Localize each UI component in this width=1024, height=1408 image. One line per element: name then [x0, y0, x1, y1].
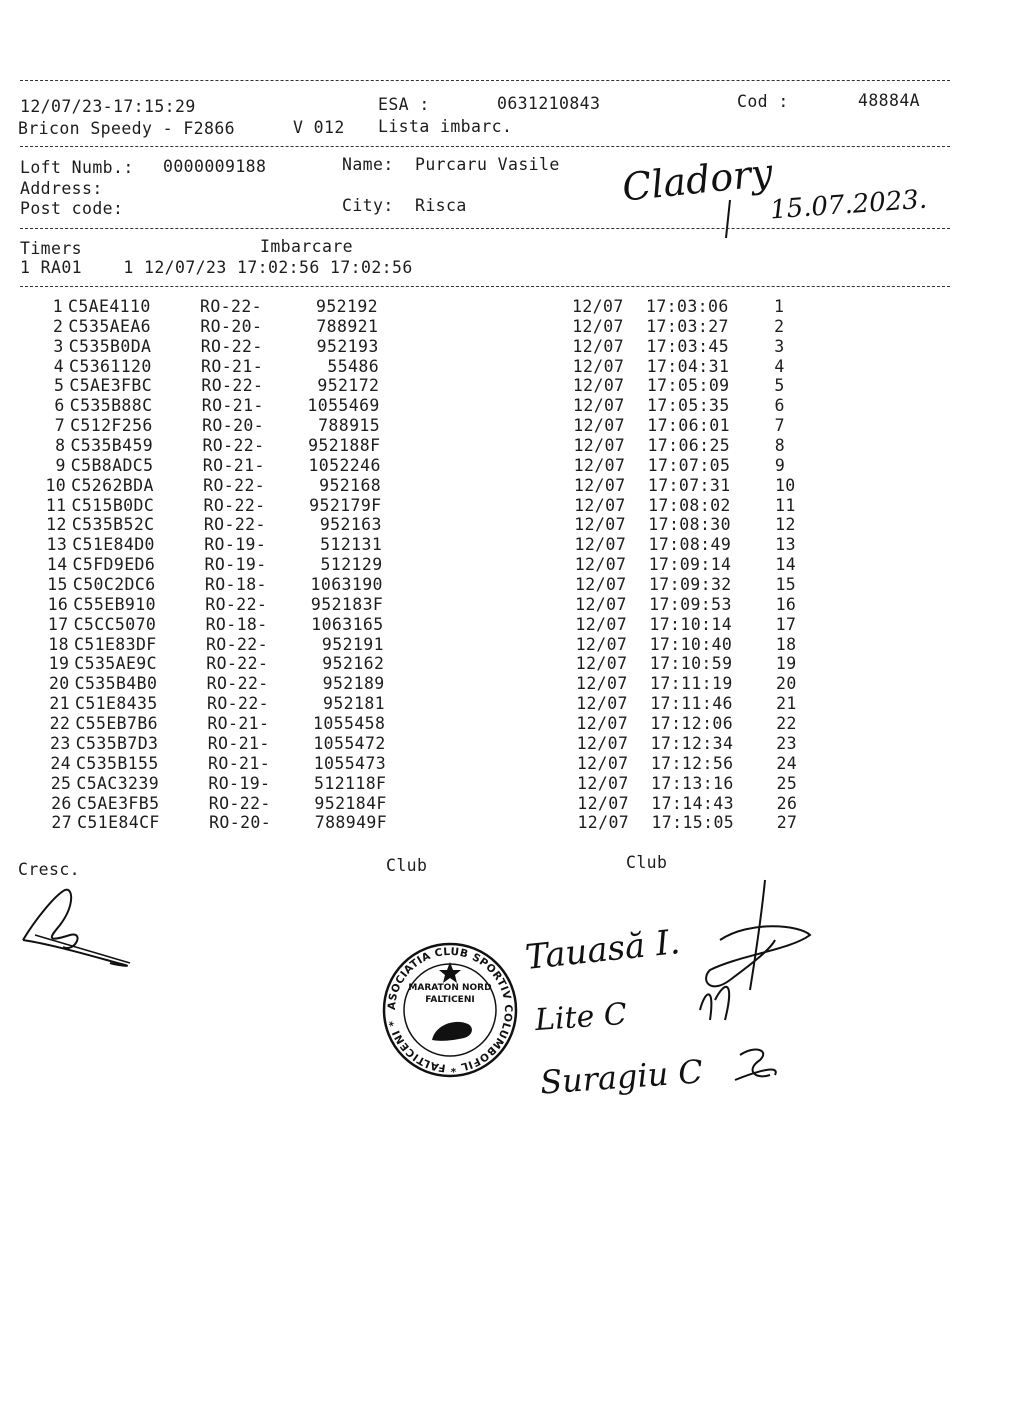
bird-ring-prefix: RO-22-: [206, 654, 269, 674]
bird-chip-id: C5AE4110: [68, 297, 151, 316]
stamp-line-1: MARATON NORD: [408, 983, 492, 993]
arrival-position: 24: [776, 753, 798, 773]
bird-chip-id: C535B4B0: [74, 674, 158, 694]
bird-chip-id: C51E84D0: [72, 535, 155, 555]
separator-line: [20, 286, 950, 287]
arrival-time: 17:10:14: [649, 614, 733, 634]
bird-number: 23: [50, 733, 71, 753]
bird-ring-prefix: RO-19-: [208, 773, 271, 793]
bird-number: 16: [47, 594, 69, 614]
bird-chip-id: C535B52C: [71, 515, 155, 535]
bird-number: 27: [51, 813, 73, 833]
cod-value: 48884A: [858, 91, 921, 110]
bird-ring-prefix: RO-22-: [203, 495, 266, 515]
bird-chip-id: C5FD9ED6: [72, 555, 156, 575]
bird-ring-prefix: RO-18-: [204, 575, 267, 595]
bird-row: [0, 515, 1024, 535]
address-label: Address:: [20, 179, 103, 198]
bird-number: 26: [51, 793, 72, 813]
bird-chip-id: C535B88C: [69, 396, 153, 416]
arrival-position: 11: [775, 495, 796, 515]
bird-ring-number: 55486: [327, 356, 380, 376]
bird-row: [0, 436, 1024, 456]
bird-chip-id: C51E83DF: [73, 634, 157, 654]
arrival-time: 17:10:59: [649, 654, 733, 674]
arrival-position: 6: [774, 396, 785, 416]
bird-row: [0, 734, 1024, 754]
arrival-position: 4: [774, 356, 785, 376]
loft-value: 0000009188: [163, 157, 267, 176]
bird-row: [0, 774, 1024, 794]
bird-number: 19: [48, 654, 70, 674]
bird-chip-id: C5361120: [69, 356, 152, 376]
stamp-outer-text: ASOCIATIA CLUB SPORTIV COLUMBOFIL * FALTICENI *: [385, 945, 515, 1075]
bird-number: 22: [49, 714, 71, 734]
arrival-time: 17:09:53: [649, 594, 732, 614]
device-name: Bricon Speedy - F2866: [18, 119, 236, 138]
bird-chip-id: C5AE3FB5: [76, 793, 160, 813]
arrival-time: 17:08:49: [648, 535, 732, 555]
bird-chip-id: C535AE9C: [74, 654, 157, 674]
bird-number: 14: [46, 555, 68, 575]
print-datetime: 12/07/23-17:15:29: [20, 97, 196, 116]
bird-ring-number: 952183F: [310, 594, 384, 614]
bird-number: 12: [46, 515, 67, 535]
arrival-time: 17:07:05: [647, 455, 731, 475]
handwritten-stroke: [720, 200, 740, 240]
bird-row: [0, 337, 1024, 357]
arrival-time: 17:03:27: [646, 316, 729, 336]
signature-3: Suragiu C: [538, 1052, 705, 1102]
bird-ring-prefix: RO-22-: [203, 475, 266, 495]
bird-ring-number: 788921: [316, 316, 379, 336]
bird-ring-number: 952189: [322, 674, 385, 694]
bird-row: [0, 297, 1024, 317]
arrival-date: 12/07: [575, 654, 628, 674]
bird-chip-id: C512F256: [70, 416, 153, 436]
arrival-date: 12/07: [575, 594, 627, 614]
bird-ring-prefix: RO-21-: [201, 356, 264, 376]
arrival-date: 12/07: [572, 297, 624, 316]
arrival-time: 17:10:40: [649, 634, 733, 654]
device-version: V 012: [293, 118, 345, 137]
arrival-date: 12/07: [572, 356, 625, 376]
bird-ring-prefix: RO-21-: [207, 733, 270, 753]
arrival-time: 17:07:31: [647, 475, 731, 495]
arrival-position: 15: [775, 575, 797, 595]
bird-row: [0, 476, 1024, 496]
arrival-date: 12/07: [574, 535, 627, 555]
arrival-date: 12/07: [573, 455, 626, 475]
bird-chip-id: C5262BDA: [71, 475, 154, 495]
arrival-date: 12/07: [575, 634, 628, 654]
arrival-date: 12/07: [576, 714, 629, 734]
arrival-position: 21: [776, 694, 797, 714]
stamp-line-2: FALTICENI: [425, 995, 475, 1005]
bird-number: 24: [50, 753, 72, 773]
bird-chip-id: C5AE3FBC: [69, 376, 153, 396]
arrival-position: 27: [776, 813, 798, 833]
bird-ring-number: 952184F: [314, 793, 387, 813]
bird-ring-prefix: RO-22-: [201, 376, 264, 396]
signature-1: Tauasă I.: [523, 921, 682, 979]
bird-number: 4: [53, 356, 65, 376]
name-value: Purcaru Vasile: [415, 155, 560, 174]
arrival-position: 25: [776, 773, 798, 793]
bird-chip-id: C535B459: [70, 436, 154, 456]
bird-number: 3: [53, 336, 64, 356]
arrival-position: 14: [775, 555, 797, 575]
cod-label: Cod :: [737, 92, 789, 111]
bird-ring-number: 512131: [320, 535, 383, 555]
arrival-position: 5: [774, 376, 785, 396]
bird-number: 15: [47, 575, 68, 595]
bird-ring-number: 1052246: [308, 455, 381, 475]
bird-row: [0, 615, 1024, 635]
esa-label: ESA :: [378, 95, 430, 114]
city-value: Risca: [415, 196, 467, 215]
separator-line: [20, 80, 950, 81]
bird-ring-number: 512118F: [314, 773, 387, 793]
arrival-position: 8: [774, 436, 786, 456]
bird-number: 1: [52, 297, 63, 316]
bird-row: [0, 714, 1024, 734]
arrival-position: 3: [774, 336, 785, 356]
bird-row: [0, 794, 1024, 814]
arrival-date: 12/07: [573, 475, 626, 495]
arrival-position: 13: [775, 535, 796, 555]
arrival-time: 17:04:31: [646, 356, 730, 376]
bird-ring-number: 1063190: [310, 575, 383, 595]
bird-ring-prefix: RO-19-: [204, 535, 267, 555]
bird-row: [0, 555, 1024, 575]
bird-chip-id: C5B8ADC5: [70, 455, 154, 475]
imbarcare-label: Imbarcare: [260, 237, 354, 256]
arrival-date: 12/07: [574, 575, 627, 595]
bird-row: [0, 416, 1024, 436]
bird-number: 11: [45, 495, 67, 515]
arrival-time: 17:12:34: [650, 733, 734, 753]
bird-ring-number: 952172: [317, 376, 380, 396]
bird-ring-prefix: RO-22-: [202, 436, 265, 456]
bird-row: [0, 674, 1024, 694]
bird-chip-id: C515B0DC: [71, 495, 155, 515]
arrival-date: 12/07: [576, 753, 629, 773]
arrival-time: 17:03:06: [646, 297, 729, 316]
arrival-position: 26: [776, 793, 798, 813]
bird-row: [0, 635, 1024, 655]
bird-ring-number: 952179F: [309, 495, 382, 515]
bird-row: [0, 694, 1024, 714]
bird-ring-number: 788949F: [314, 813, 388, 833]
arrival-position: 22: [776, 714, 797, 734]
bird-chip-id: C55EB910: [73, 594, 156, 614]
bird-number: 2: [53, 316, 64, 336]
arrival-position: 19: [775, 654, 797, 674]
arrival-time: 17:06:01: [647, 416, 730, 436]
club-label: Club: [386, 856, 428, 875]
arrival-date: 12/07: [573, 436, 626, 456]
arrival-date: 12/07: [575, 614, 628, 634]
bird-row: [0, 456, 1024, 476]
arrival-time: 17:09:32: [648, 575, 732, 595]
arrival-date: 12/07: [572, 376, 625, 396]
arrival-date: 12/07: [576, 733, 629, 753]
postcode-label: Post code:: [20, 199, 124, 218]
bird-number: 17: [47, 614, 69, 634]
arrival-date: 12/07: [577, 813, 630, 833]
bird-ring-number: 952168: [319, 475, 382, 495]
arrival-date: 12/07: [577, 793, 629, 813]
arrival-position: 23: [776, 733, 797, 753]
club-stamp: [380, 940, 520, 1080]
city-label: City:: [342, 196, 394, 215]
bird-number: 18: [48, 634, 69, 654]
bird-ring-number: 952188F: [308, 436, 381, 456]
arrival-time: 17:05:35: [647, 396, 730, 416]
bird-row: [0, 376, 1024, 396]
bird-number: 13: [46, 535, 68, 555]
signature-2: Lite C: [533, 996, 628, 1039]
bird-ring-prefix: RO-21-: [208, 753, 271, 773]
bird-row: [0, 754, 1024, 774]
bird-ring-number: 952181: [322, 694, 385, 714]
bird-ring-prefix: RO-18-: [205, 614, 268, 634]
bird-ring-prefix: RO-19-: [204, 555, 267, 575]
bird-ring-prefix: RO-22-: [203, 515, 266, 535]
bird-ring-prefix: RO-22-: [207, 694, 270, 714]
arrival-date: 12/07: [574, 515, 626, 535]
arrival-date: 12/07: [573, 396, 625, 416]
bird-chip-id: C50C2DC6: [72, 575, 156, 595]
bird-ring-prefix: RO-22-: [206, 674, 269, 694]
bird-number: 8: [55, 436, 66, 456]
arrival-position: 9: [774, 455, 786, 475]
arrival-position: 10: [774, 475, 796, 495]
bird-number: 6: [54, 396, 65, 416]
bird-ring-prefix: RO-22-: [200, 297, 263, 316]
bird-ring-number: 952192: [315, 297, 378, 316]
breeder-label: Cresc.: [18, 860, 81, 879]
arrival-time: 17:08:02: [648, 495, 731, 515]
arrival-time: 17:12:56: [650, 753, 734, 773]
bird-chip-id: C5AC3239: [76, 773, 160, 793]
bird-ring-number: 1055469: [307, 396, 380, 416]
arrival-time: 17:11:19: [649, 674, 733, 694]
arrival-date: 12/07: [574, 555, 627, 575]
bird-row: [0, 317, 1024, 337]
bird-ring-number: 1055472: [313, 733, 386, 753]
handwritten-date: 15.07.2023.: [769, 184, 928, 226]
handwritten-place: Cladory: [620, 150, 775, 210]
arrival-date: 12/07: [572, 316, 624, 336]
bird-row: [0, 396, 1024, 416]
bird-ring-prefix: RO-21-: [201, 396, 264, 416]
arrival-time: 17:08:30: [648, 515, 731, 535]
bird-ring-number: 1063165: [311, 614, 384, 634]
arrival-date: 12/07: [574, 495, 626, 515]
bird-ring-prefix: RO-22-: [205, 594, 268, 614]
arrival-time: 17:03:45: [646, 336, 730, 356]
bird-row: [0, 357, 1024, 377]
signature-scribbles: [680, 880, 820, 1110]
bird-number: 7: [54, 416, 66, 436]
bird-chip-id: C51E8435: [75, 694, 158, 714]
loft-label: Loft Numb.:: [20, 158, 134, 177]
bird-number: 5: [54, 376, 65, 396]
arrival-position: 1: [774, 297, 785, 316]
bird-row: [0, 654, 1024, 674]
timers-label: Timers: [20, 239, 83, 258]
arrival-time: 17:06:25: [647, 436, 731, 456]
bird-ring-prefix: RO-22-: [200, 336, 263, 356]
bird-row: [0, 496, 1024, 516]
bird-number: 21: [49, 694, 70, 714]
arrival-position: 16: [775, 594, 797, 614]
arrival-position: 18: [775, 634, 797, 654]
bird-chip-id: C535B155: [76, 753, 159, 773]
bird-row: [0, 595, 1024, 615]
arrival-position: 7: [774, 416, 785, 436]
arrival-date: 12/07: [575, 674, 628, 694]
arrival-time: 17:09:14: [648, 555, 732, 575]
bird-row: [0, 575, 1024, 595]
arrival-position: 20: [775, 674, 797, 694]
bird-ring-prefix: RO-22-: [205, 634, 268, 654]
bird-ring-prefix: RO-20-: [209, 813, 272, 833]
bird-number: 10: [45, 475, 67, 495]
name-label: Name:: [342, 155, 394, 174]
bird-chip-id: C5CC5070: [73, 614, 157, 634]
bird-number: 25: [50, 773, 72, 793]
bird-ring-prefix: RO-20-: [200, 316, 263, 336]
bird-ring-number: 512129: [320, 555, 383, 575]
arrival-position: 17: [775, 614, 797, 634]
bird-number: 20: [48, 674, 70, 694]
arrival-position: 12: [775, 515, 796, 535]
arrival-position: 2: [774, 316, 785, 336]
bird-row: [0, 813, 1024, 833]
separator-line: [20, 228, 950, 229]
bird-chip-id: C55EB7B6: [75, 714, 159, 734]
arrival-time: 17:14:43: [651, 793, 734, 813]
bird-ring-number: 952191: [321, 634, 384, 654]
timer-row: 1 RA01 1 12/07/23 17:02:56 17:02:56: [20, 258, 413, 277]
arrival-date: 12/07: [572, 336, 625, 356]
arrival-date: 12/07: [577, 773, 629, 793]
bird-ring-prefix: RO-21-: [207, 714, 270, 734]
arrival-date: 12/07: [576, 694, 628, 714]
club-label: Club: [626, 853, 668, 872]
bird-chip-id: C535B0DA: [68, 336, 152, 356]
bird-ring-prefix: RO-20-: [202, 416, 265, 436]
breeder-signature: [15, 885, 145, 975]
bird-ring-prefix: RO-21-: [202, 455, 265, 475]
bird-ring-number: 1055458: [313, 714, 386, 734]
bird-number: 9: [55, 455, 66, 475]
arrival-time: 17:13:16: [651, 773, 734, 793]
bird-ring-number: 952193: [316, 336, 379, 356]
bird-ring-number: 1055473: [313, 753, 387, 773]
arrival-time: 17:15:05: [651, 813, 735, 833]
arrival-time: 17:11:46: [650, 694, 733, 714]
arrival-date: 12/07: [573, 416, 625, 436]
bird-ring-number: 788915: [318, 416, 381, 436]
separator-line: [20, 146, 950, 147]
bird-chip-id: C535B7D3: [75, 733, 159, 753]
arrival-time: 17:12:06: [650, 714, 734, 734]
list-title: Lista imbarc.: [378, 117, 513, 136]
esa-value: 0631210843: [497, 94, 601, 113]
bird-chip-id: C51E84CF: [77, 813, 160, 833]
bird-ring-number: 952163: [319, 515, 382, 535]
bird-ring-prefix: RO-22-: [208, 793, 271, 813]
arrival-time: 17:05:09: [646, 376, 730, 396]
bird-row: [0, 535, 1024, 555]
bird-chip-id: C535AEA6: [68, 316, 152, 336]
bird-ring-number: 952162: [322, 654, 385, 674]
